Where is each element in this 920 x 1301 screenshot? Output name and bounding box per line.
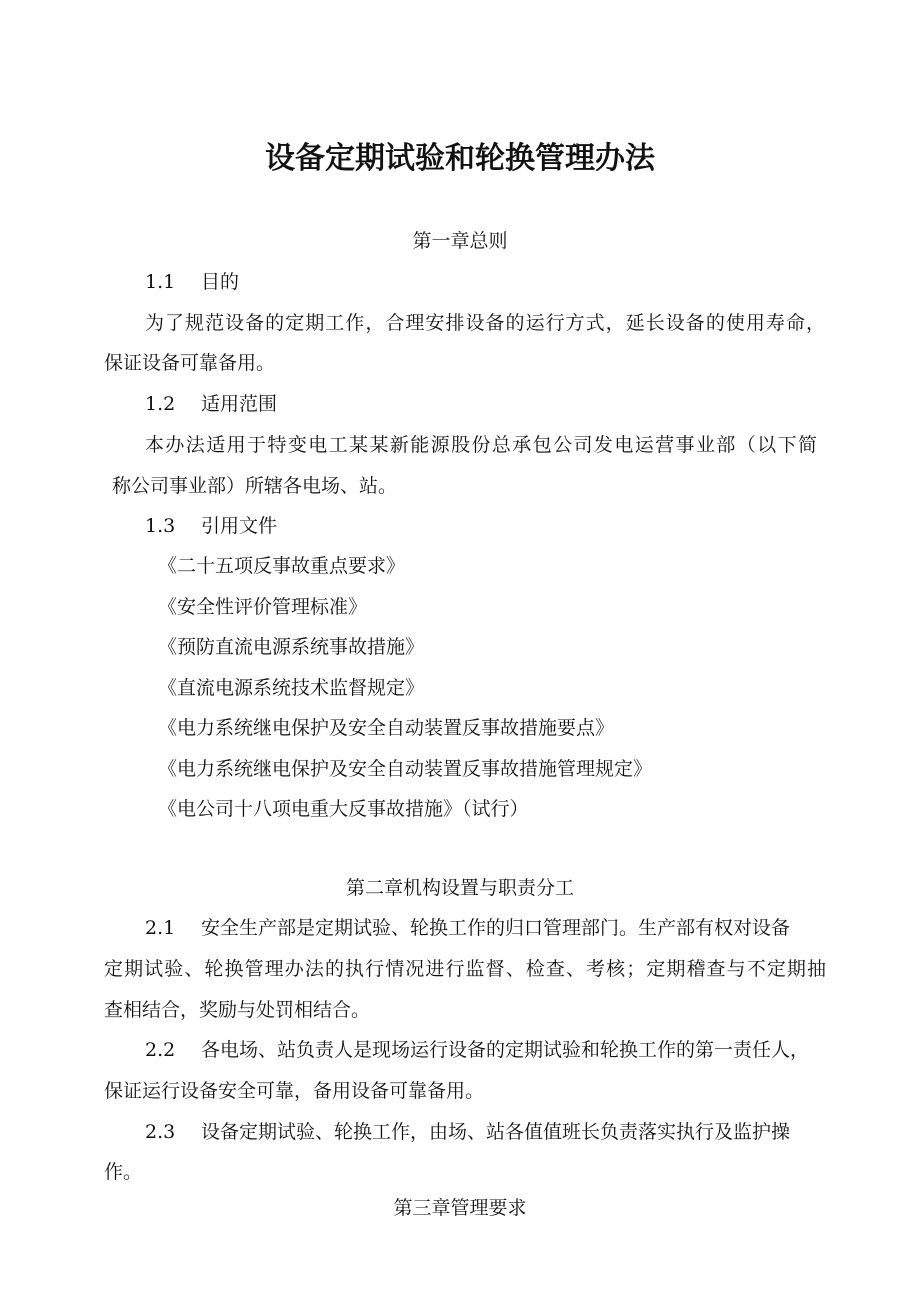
paragraph-line: 为了规范设备的定期工作，合理安排设备的运行方式，延长设备的使用寿命， <box>145 312 825 334</box>
paragraph-line <box>145 916 790 940</box>
section-label: 目的 <box>201 271 240 293</box>
section-label: 引用文件 <box>201 515 278 537</box>
section-number: 2.2 <box>145 1039 176 1061</box>
paragraph-line: 查相结合，奖励与处罚相结合。 <box>104 999 371 1021</box>
section-heading <box>145 270 239 294</box>
chapter-heading: 第一章总则 <box>412 230 508 252</box>
paragraph-line: 定期试验、轮换管理办法的执行情况进行监督、检查、考核；定期稽查与不定期抽 <box>104 958 826 980</box>
section-label: 适用范围 <box>201 393 278 415</box>
paragraph-line <box>145 1038 809 1062</box>
section-heading <box>145 392 277 416</box>
section-number: 2.1 <box>145 917 176 939</box>
chapter-heading: 第二章机构设置与职责分工 <box>345 877 574 899</box>
paragraph-line: 保证设备可靠备用。 <box>104 352 276 374</box>
chapter-heading: 第三章管理要求 <box>393 1197 527 1219</box>
reference-item: 《电公司十八项电重大反事故措施》（试行） <box>158 798 529 820</box>
paragraph-line: 称公司事业部）所辖各电场、站。 <box>112 475 398 497</box>
reference-item: 《二十五项反事故重点要求》 <box>158 555 406 577</box>
section-heading <box>145 514 277 538</box>
section-number: 1.3 <box>145 515 176 537</box>
reference-item: 《电力系统继电保护及安全自动装置反事故措施管理规定》 <box>158 758 653 780</box>
section-text: 安全生产部是定期试验、轮换工作的归口管理部门。生产部有权对设备 <box>201 917 791 939</box>
section-number: 1.2 <box>145 393 176 415</box>
paragraph-line <box>145 1120 790 1144</box>
paragraph-line: 作。 <box>104 1161 143 1183</box>
reference-item: 《安全性评价管理标准》 <box>158 596 368 618</box>
section-text: 设备定期试验、轮换工作，由场、站各值值班长负责落实执行及监护操 <box>201 1121 791 1143</box>
section-text: 各电场、站负责人是现场运行设备的定期试验和轮换工作的第一责任人， <box>201 1039 810 1061</box>
section-number: 1.1 <box>145 271 176 293</box>
reference-item: 《直流电源系统技术监督规定》 <box>158 677 425 699</box>
section-number: 2.3 <box>145 1121 176 1143</box>
paragraph-line: 保证运行设备安全可靠，备用设备可靠备用。 <box>104 1080 485 1102</box>
document-title: 设备定期试验和轮换管理办法 <box>265 141 655 176</box>
paragraph-line: 本办法适用于特变电工某某新能源股份总承包公司发电运营事业部（以下简 <box>145 434 817 456</box>
reference-item: 《预防直流电源系统事故措施》 <box>158 636 425 658</box>
reference-item: 《电力系统继电保护及安全自动装置反事故措施要点》 <box>158 717 615 739</box>
